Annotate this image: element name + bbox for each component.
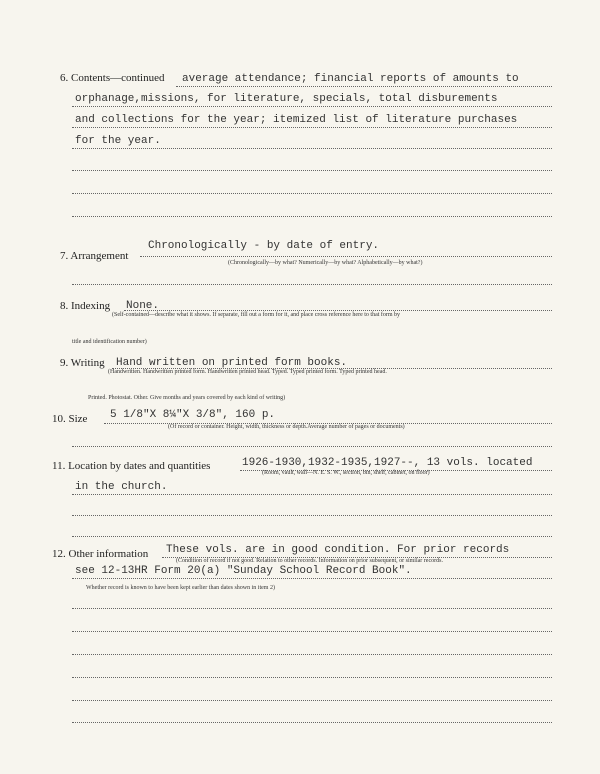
- item9-instructions: (Handwritten. Handwritten printed form. Handwritten printed head. Typed. Typed printed form. Typed printed head.: [108, 369, 387, 375]
- line: [72, 677, 552, 678]
- line: [72, 127, 552, 128]
- item12-question: Whether record is known to have been kept earlier than dates shown in item 2): [86, 585, 275, 591]
- item12-label: 12. Other information: [52, 548, 149, 560]
- line: [72, 494, 552, 495]
- item6-typed-line-4: for the year.: [75, 135, 161, 147]
- item9-label: 9. Writing: [60, 357, 105, 369]
- line: [72, 654, 552, 655]
- item10-typed: 5 1/8"X 8¼"X 3/8", 160 p.: [110, 409, 276, 421]
- line: [72, 722, 552, 723]
- line: [124, 310, 552, 311]
- line: [72, 446, 552, 447]
- item10-label: 10. Size: [52, 413, 88, 425]
- item8-typed: None.: [126, 300, 160, 312]
- item12-typed-line-1: These vols. are in good condition. For prior records: [166, 544, 510, 556]
- line: [72, 170, 552, 171]
- line: [72, 700, 552, 701]
- item6-typed-line-3: and collections for the year; itemized list of literature purchases: [75, 114, 518, 126]
- item7-label: 7. Arrangement: [60, 250, 129, 262]
- item9-instructions-cont: Printed. Photostat. Other. Give months and years covered by each kind of writing): [88, 395, 286, 401]
- item11-typed-line-1: 1926-1930,1932-1935,1927--, 13 vols. located: [242, 457, 533, 469]
- item8-instructions-cont: title and identification number): [72, 339, 147, 345]
- line: [72, 284, 552, 285]
- item7-instructions: (Chronologically—by what? Numerically—by what? Alphabetically—by what?): [228, 260, 423, 266]
- item8-label: 8. Indexing: [60, 300, 111, 312]
- item6-label: 6. Contents—continued: [60, 72, 165, 84]
- item11-label: 11. Location by dates and quantities: [52, 460, 211, 472]
- item11-instructions: (Room, vault, wall—N. E. S. W., section, bin, shelf, cabinet, on floor): [262, 470, 430, 476]
- line: [140, 256, 552, 257]
- line: [72, 608, 552, 609]
- item9-typed: Hand written on printed form books.: [116, 357, 348, 369]
- line: [72, 148, 552, 149]
- line: [176, 86, 552, 87]
- line: [72, 216, 552, 217]
- item11-typed-line-2: in the church.: [75, 481, 168, 493]
- line: [72, 106, 552, 107]
- item10-instructions: (Of record or container. Height, width, thickness or depth.Average number of pages or documents): [168, 424, 405, 430]
- line: [72, 515, 552, 516]
- line: [72, 193, 552, 194]
- item7-typed: Chronologically - by date of entry.: [148, 240, 380, 252]
- item12-instructions: (Condition of record if not good. Relation to other records. Information on prior subsequent, or similar records.: [176, 558, 443, 564]
- bleed-through-text: [120, 150, 540, 168]
- line: [72, 578, 552, 579]
- item6-typed-line-2: orphanage,missions, for literature, specials, total disburements: [75, 93, 498, 105]
- item8-instructions: (Self-contained—describe what it shows. If separate, fill out a form for it, and place cross reference here to that form by: [112, 312, 401, 318]
- item6-typed-line-1: average attendance; financial reports of amounts to: [182, 73, 519, 85]
- line: [72, 536, 552, 537]
- line: [72, 631, 552, 632]
- item12-typed-line-2: see 12-13HR Form 20(a) "Sunday School Record Book".: [75, 565, 412, 577]
